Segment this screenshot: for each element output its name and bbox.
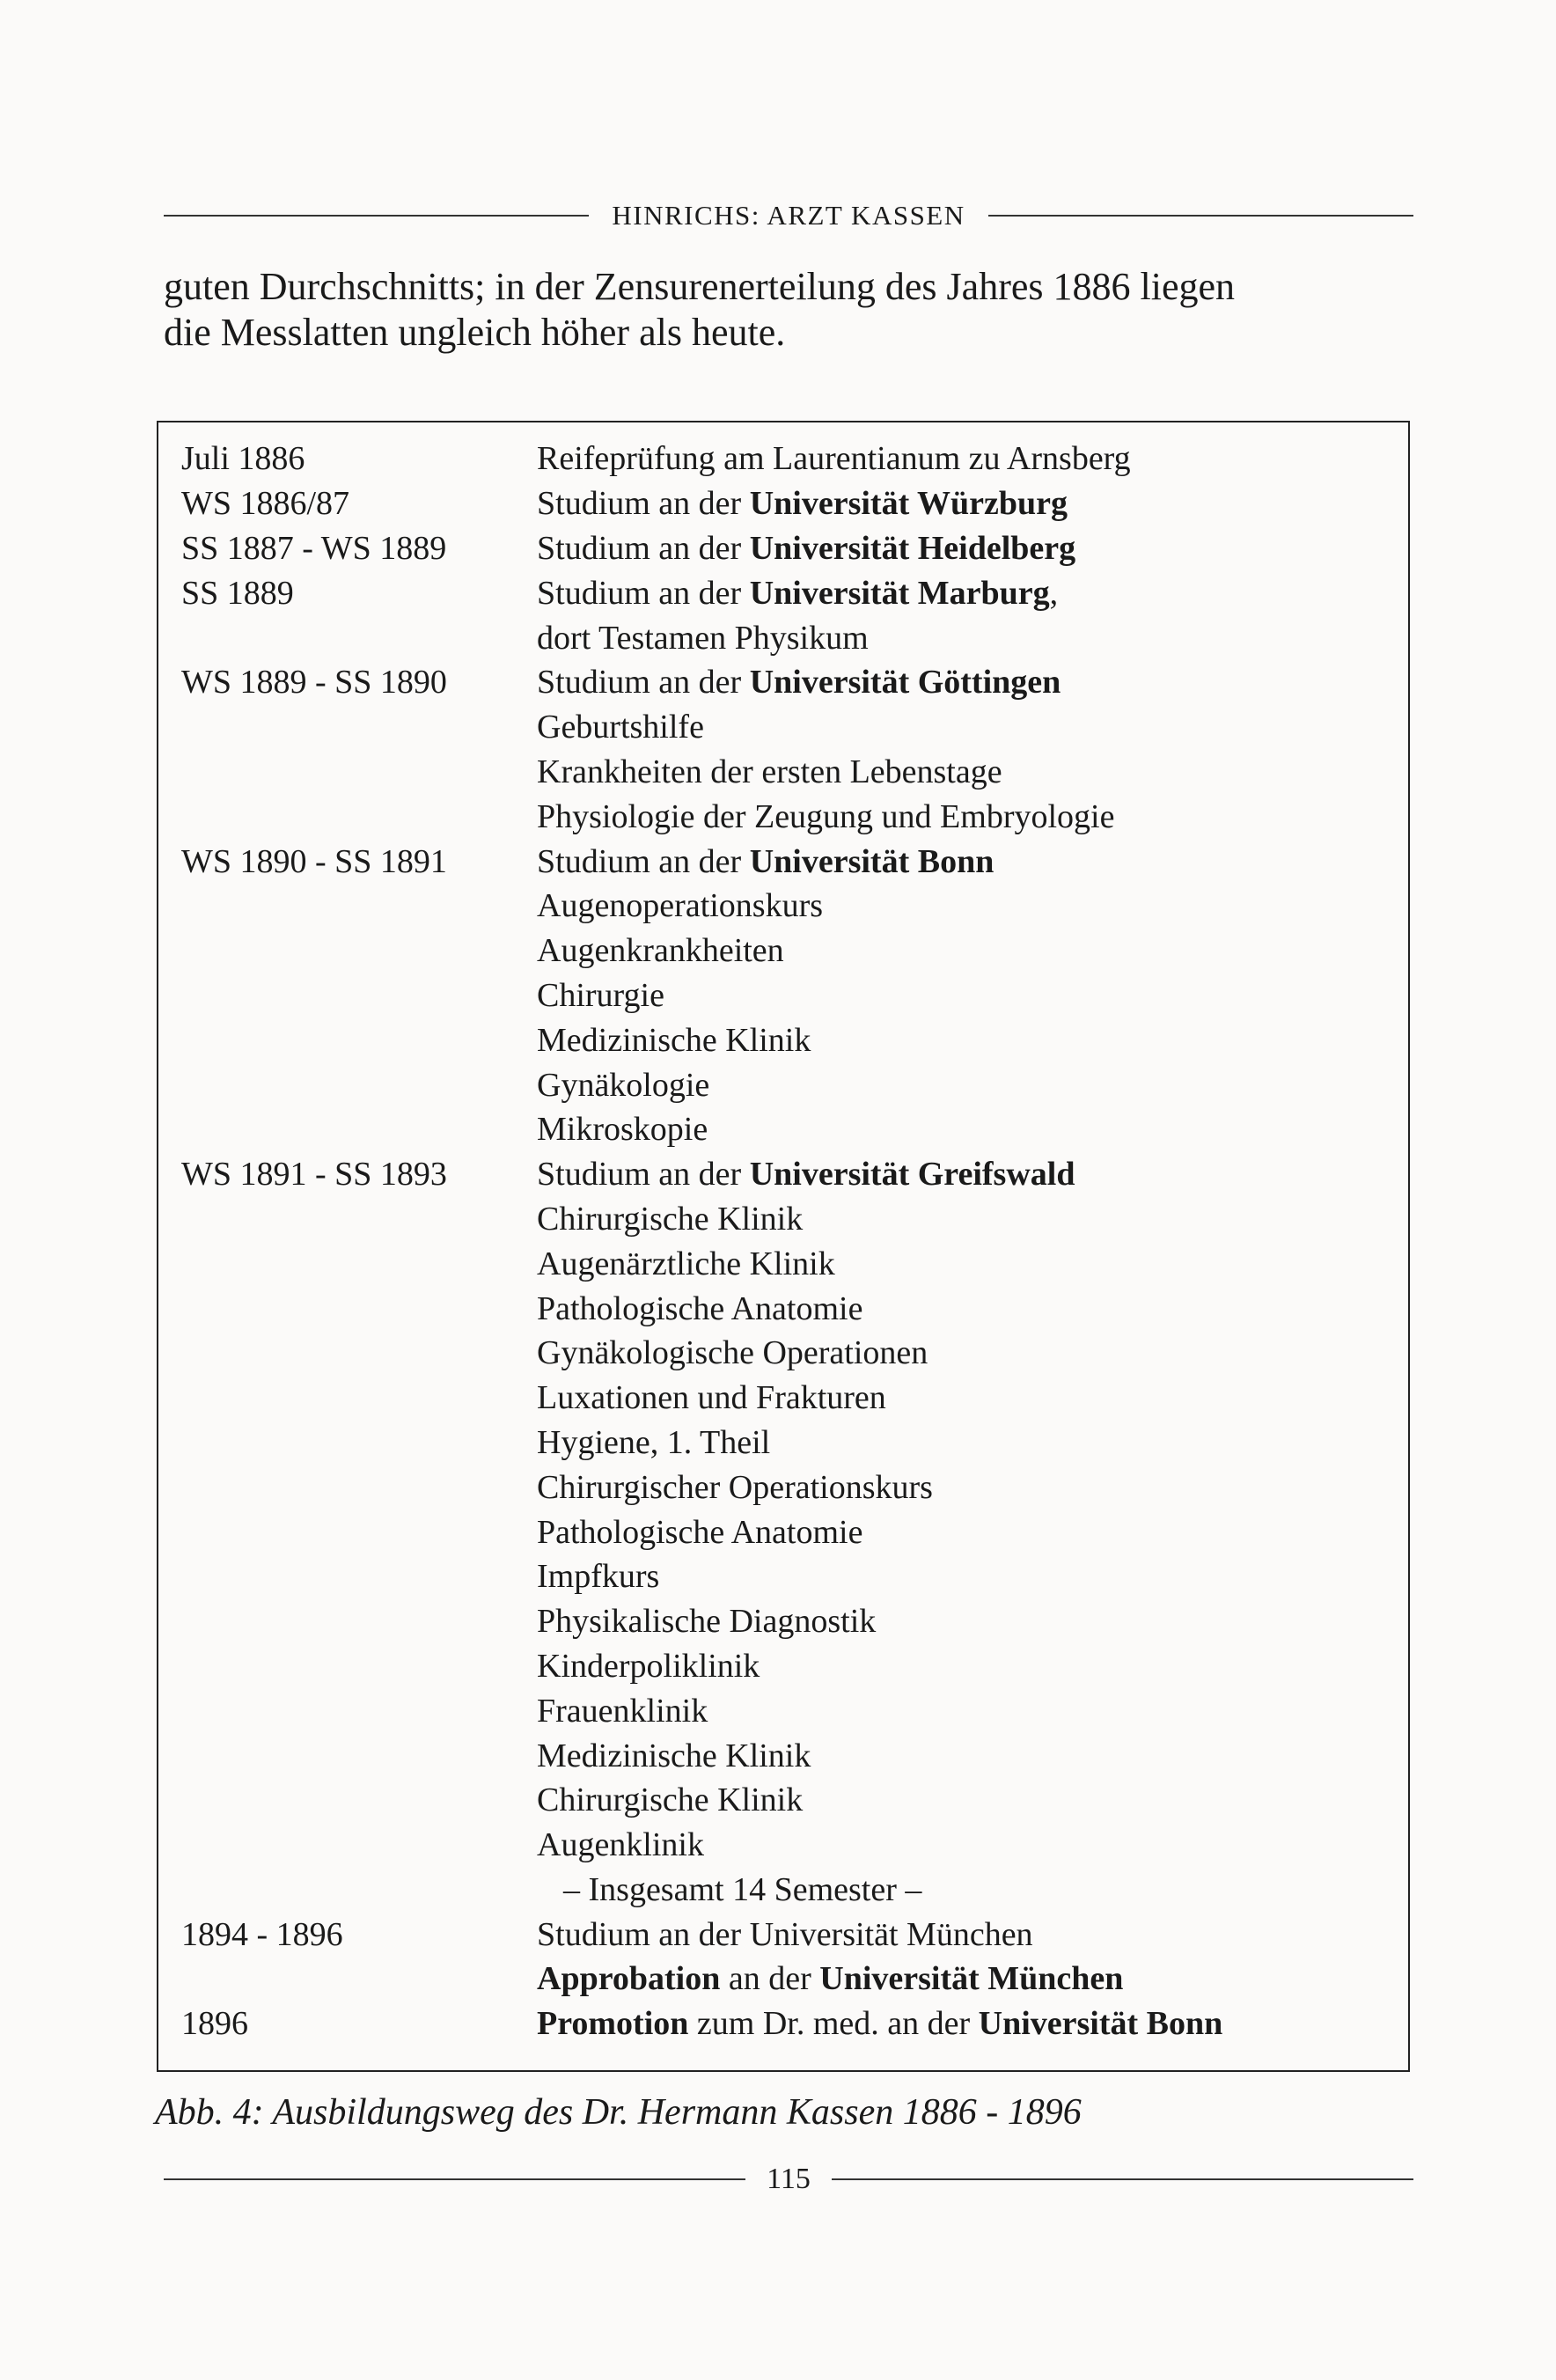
description-text: Chirurgischer Operationskurs <box>537 1468 933 1506</box>
row-date: 1896 <box>181 2005 248 2043</box>
table-row <box>181 481 1396 526</box>
table-row <box>181 660 1396 705</box>
row-date: WS 1890 - SS 1891 <box>181 842 447 880</box>
table-row <box>181 526 1396 571</box>
table-row <box>181 1241 1396 1286</box>
table-row <box>181 1062 1396 1107</box>
row-date: 1894 - 1896 <box>181 1915 343 1953</box>
description-text: Augenärztliche Klinik <box>537 1245 835 1282</box>
row-description <box>537 619 1396 657</box>
description-prefix: Studium an der <box>537 529 750 567</box>
description-prefix: Studium an der <box>537 1156 750 1194</box>
row-description <box>537 1557 1396 1596</box>
description-text: Chirurgische Klinik <box>537 1781 804 1819</box>
row-description <box>537 1021 1396 1060</box>
row-description <box>537 1333 1396 1372</box>
table-row <box>181 1152 1396 1197</box>
table-row <box>181 1644 1396 1689</box>
footer-rule-right <box>832 2178 1413 2180</box>
description-text: Medizinische Klinik <box>537 1737 811 1774</box>
description-middle: an der <box>720 1960 820 1998</box>
description-text: dort Testamen Physikum <box>537 619 869 657</box>
row-date: Juli 1886 <box>181 440 305 478</box>
row-description <box>537 976 1396 1015</box>
row-date: WS 1886/87 <box>181 485 350 523</box>
row-description <box>537 1647 1396 1686</box>
row-description <box>537 842 1396 881</box>
description-text: Pathologische Anatomie <box>537 1289 863 1327</box>
description-text: Mikroskopie <box>537 1111 708 1149</box>
row-date: SS 1889 <box>181 574 294 612</box>
description-middle: zum Dr. med. an der <box>688 2005 979 2043</box>
row-date: WS 1891 - SS 1893 <box>181 1156 447 1194</box>
description-text: Augenoperationskurs <box>537 887 824 925</box>
description-emphasis: Promotion <box>537 2005 689 2043</box>
description-text: Augenkrankheiten <box>537 932 784 970</box>
description-text: Frauenklinik <box>537 1692 708 1730</box>
timeline-table <box>181 437 1396 2046</box>
table-row <box>181 705 1396 750</box>
row-description <box>537 1513 1396 1552</box>
description-text: Physikalische Diagnostik <box>537 1603 877 1641</box>
row-description <box>537 1155 1396 1194</box>
row-description <box>537 886 1396 925</box>
description-emphasis: Universität Würzburg <box>749 485 1068 523</box>
row-description <box>537 663 1396 702</box>
row-description <box>537 1066 1396 1105</box>
description-emphasis-2: Universität München <box>819 1960 1124 1998</box>
description-text: Medizinische Klinik <box>537 1021 811 1059</box>
description-prefix: Studium an der <box>537 842 750 880</box>
description-text: – Insgesamt 14 Semester – <box>563 1870 922 1908</box>
row-description <box>537 1692 1396 1730</box>
row-description <box>537 797 1396 836</box>
table-row <box>181 750 1396 795</box>
row-description <box>537 1200 1396 1238</box>
description-text: Impfkurs <box>537 1558 660 1596</box>
table-row <box>181 794 1396 839</box>
description-text: Physiologie der Zeugung und Embryologie <box>537 797 1115 835</box>
table-row <box>181 1599 1396 1644</box>
page-footer <box>164 2158 1413 2200</box>
description-text: Augenklinik <box>537 1826 704 1864</box>
intro-line-2: die Messlatten ungleich höher als heute. <box>164 311 786 354</box>
description-emphasis: Universität Heidelberg <box>749 529 1076 567</box>
row-description <box>537 1468 1396 1507</box>
row-date: SS 1887 - WS 1889 <box>181 529 447 567</box>
table-row <box>181 1957 1396 2002</box>
table-row <box>181 615 1396 660</box>
table-row <box>181 1823 1396 1868</box>
running-title: HINRICHS: ARZT KASSEN <box>612 200 965 231</box>
table-row <box>181 1733 1396 1778</box>
description-emphasis: Universität Greifswald <box>749 1156 1075 1194</box>
description-suffix: , <box>1049 574 1059 612</box>
table-row <box>181 1778 1396 1823</box>
description-emphasis: Universität Bonn <box>749 842 995 880</box>
row-description <box>537 1602 1396 1641</box>
row-description <box>537 1245 1396 1283</box>
description-text: Chirurgie <box>537 976 664 1014</box>
row-description <box>537 1110 1396 1149</box>
row-description <box>537 1959 1396 1998</box>
table-row <box>181 884 1396 929</box>
description-emphasis: Universität Marburg <box>749 574 1050 612</box>
description-text: Hygiene, 1. Theil <box>537 1423 771 1461</box>
description-text: Geburtshilfe <box>537 709 704 746</box>
table-row <box>181 1107 1396 1152</box>
page-number: 115 <box>767 2163 811 2195</box>
description-text: Luxationen und Frakturen <box>537 1379 886 1417</box>
description-text: Reifeprüfung am Laurentianum zu Arnsberg <box>537 440 1131 478</box>
table-row <box>181 2002 1396 2046</box>
footer-rule-left <box>164 2178 745 2180</box>
description-emphasis-2: Universität Bonn <box>978 2005 1223 2043</box>
row-description <box>537 1781 1396 1819</box>
row-description <box>537 1289 1396 1328</box>
row-description <box>537 439 1396 478</box>
table-row <box>181 1421 1396 1465</box>
table-row <box>181 1017 1396 1062</box>
description-text: Krankheiten der ersten Lebenstage <box>537 753 1002 790</box>
row-date: WS 1889 - SS 1890 <box>181 664 447 702</box>
table-row <box>181 1868 1396 1913</box>
header-rule-right <box>988 215 1413 217</box>
table-row <box>181 1510 1396 1554</box>
row-description <box>537 1825 1396 1864</box>
row-description <box>537 708 1396 746</box>
description-text: Gynäkologie <box>537 1066 710 1104</box>
description-text: Gynäkologische Operationen <box>537 1334 928 1372</box>
table-row <box>181 570 1396 615</box>
table-row <box>181 839 1396 884</box>
intro-paragraph <box>164 264 1413 356</box>
description-prefix: Studium an der <box>537 664 750 702</box>
table-row <box>181 929 1396 973</box>
table-row <box>181 1912 1396 1957</box>
header-rule-left <box>164 215 589 217</box>
figure-caption: Abb. 4: Ausbildungsweg des Dr. Hermann Kassen 1886 - 1896 <box>155 2092 1082 2133</box>
table-row <box>181 1376 1396 1421</box>
row-description <box>537 574 1396 613</box>
table-row <box>181 973 1396 1018</box>
row-description <box>537 753 1396 791</box>
table-row <box>181 1286 1396 1331</box>
description-emphasis: Universität Göttingen <box>749 664 1061 702</box>
table-row <box>181 1554 1396 1599</box>
row-description <box>537 529 1396 568</box>
description-prefix: Studium an der <box>537 574 750 612</box>
row-description <box>537 2004 1396 2043</box>
description-text: Studium an der Universität München <box>537 1915 1033 1953</box>
intro-line-1: guten Durchschnitts; in der Zensurenerteilung des Jahres 1886 liegen <box>164 265 1236 308</box>
description-emphasis: Approbation <box>537 1960 721 1998</box>
description-text: Pathologische Anatomie <box>537 1513 863 1551</box>
row-description <box>537 931 1396 970</box>
row-description <box>537 484 1396 523</box>
running-header <box>164 195 1413 236</box>
table-row <box>181 1465 1396 1510</box>
row-description <box>537 1378 1396 1417</box>
description-text: Chirurgische Klinik <box>537 1200 804 1238</box>
row-description <box>537 1737 1396 1775</box>
row-description <box>537 1870 1396 1909</box>
table-row <box>181 1197 1396 1242</box>
row-description <box>537 1915 1396 1954</box>
description-prefix: Studium an der <box>537 485 750 523</box>
row-description <box>537 1423 1396 1462</box>
description-text: Kinderpoliklinik <box>537 1647 760 1685</box>
table-row <box>181 1688 1396 1733</box>
table-row <box>181 1331 1396 1376</box>
table-row <box>181 437 1396 481</box>
